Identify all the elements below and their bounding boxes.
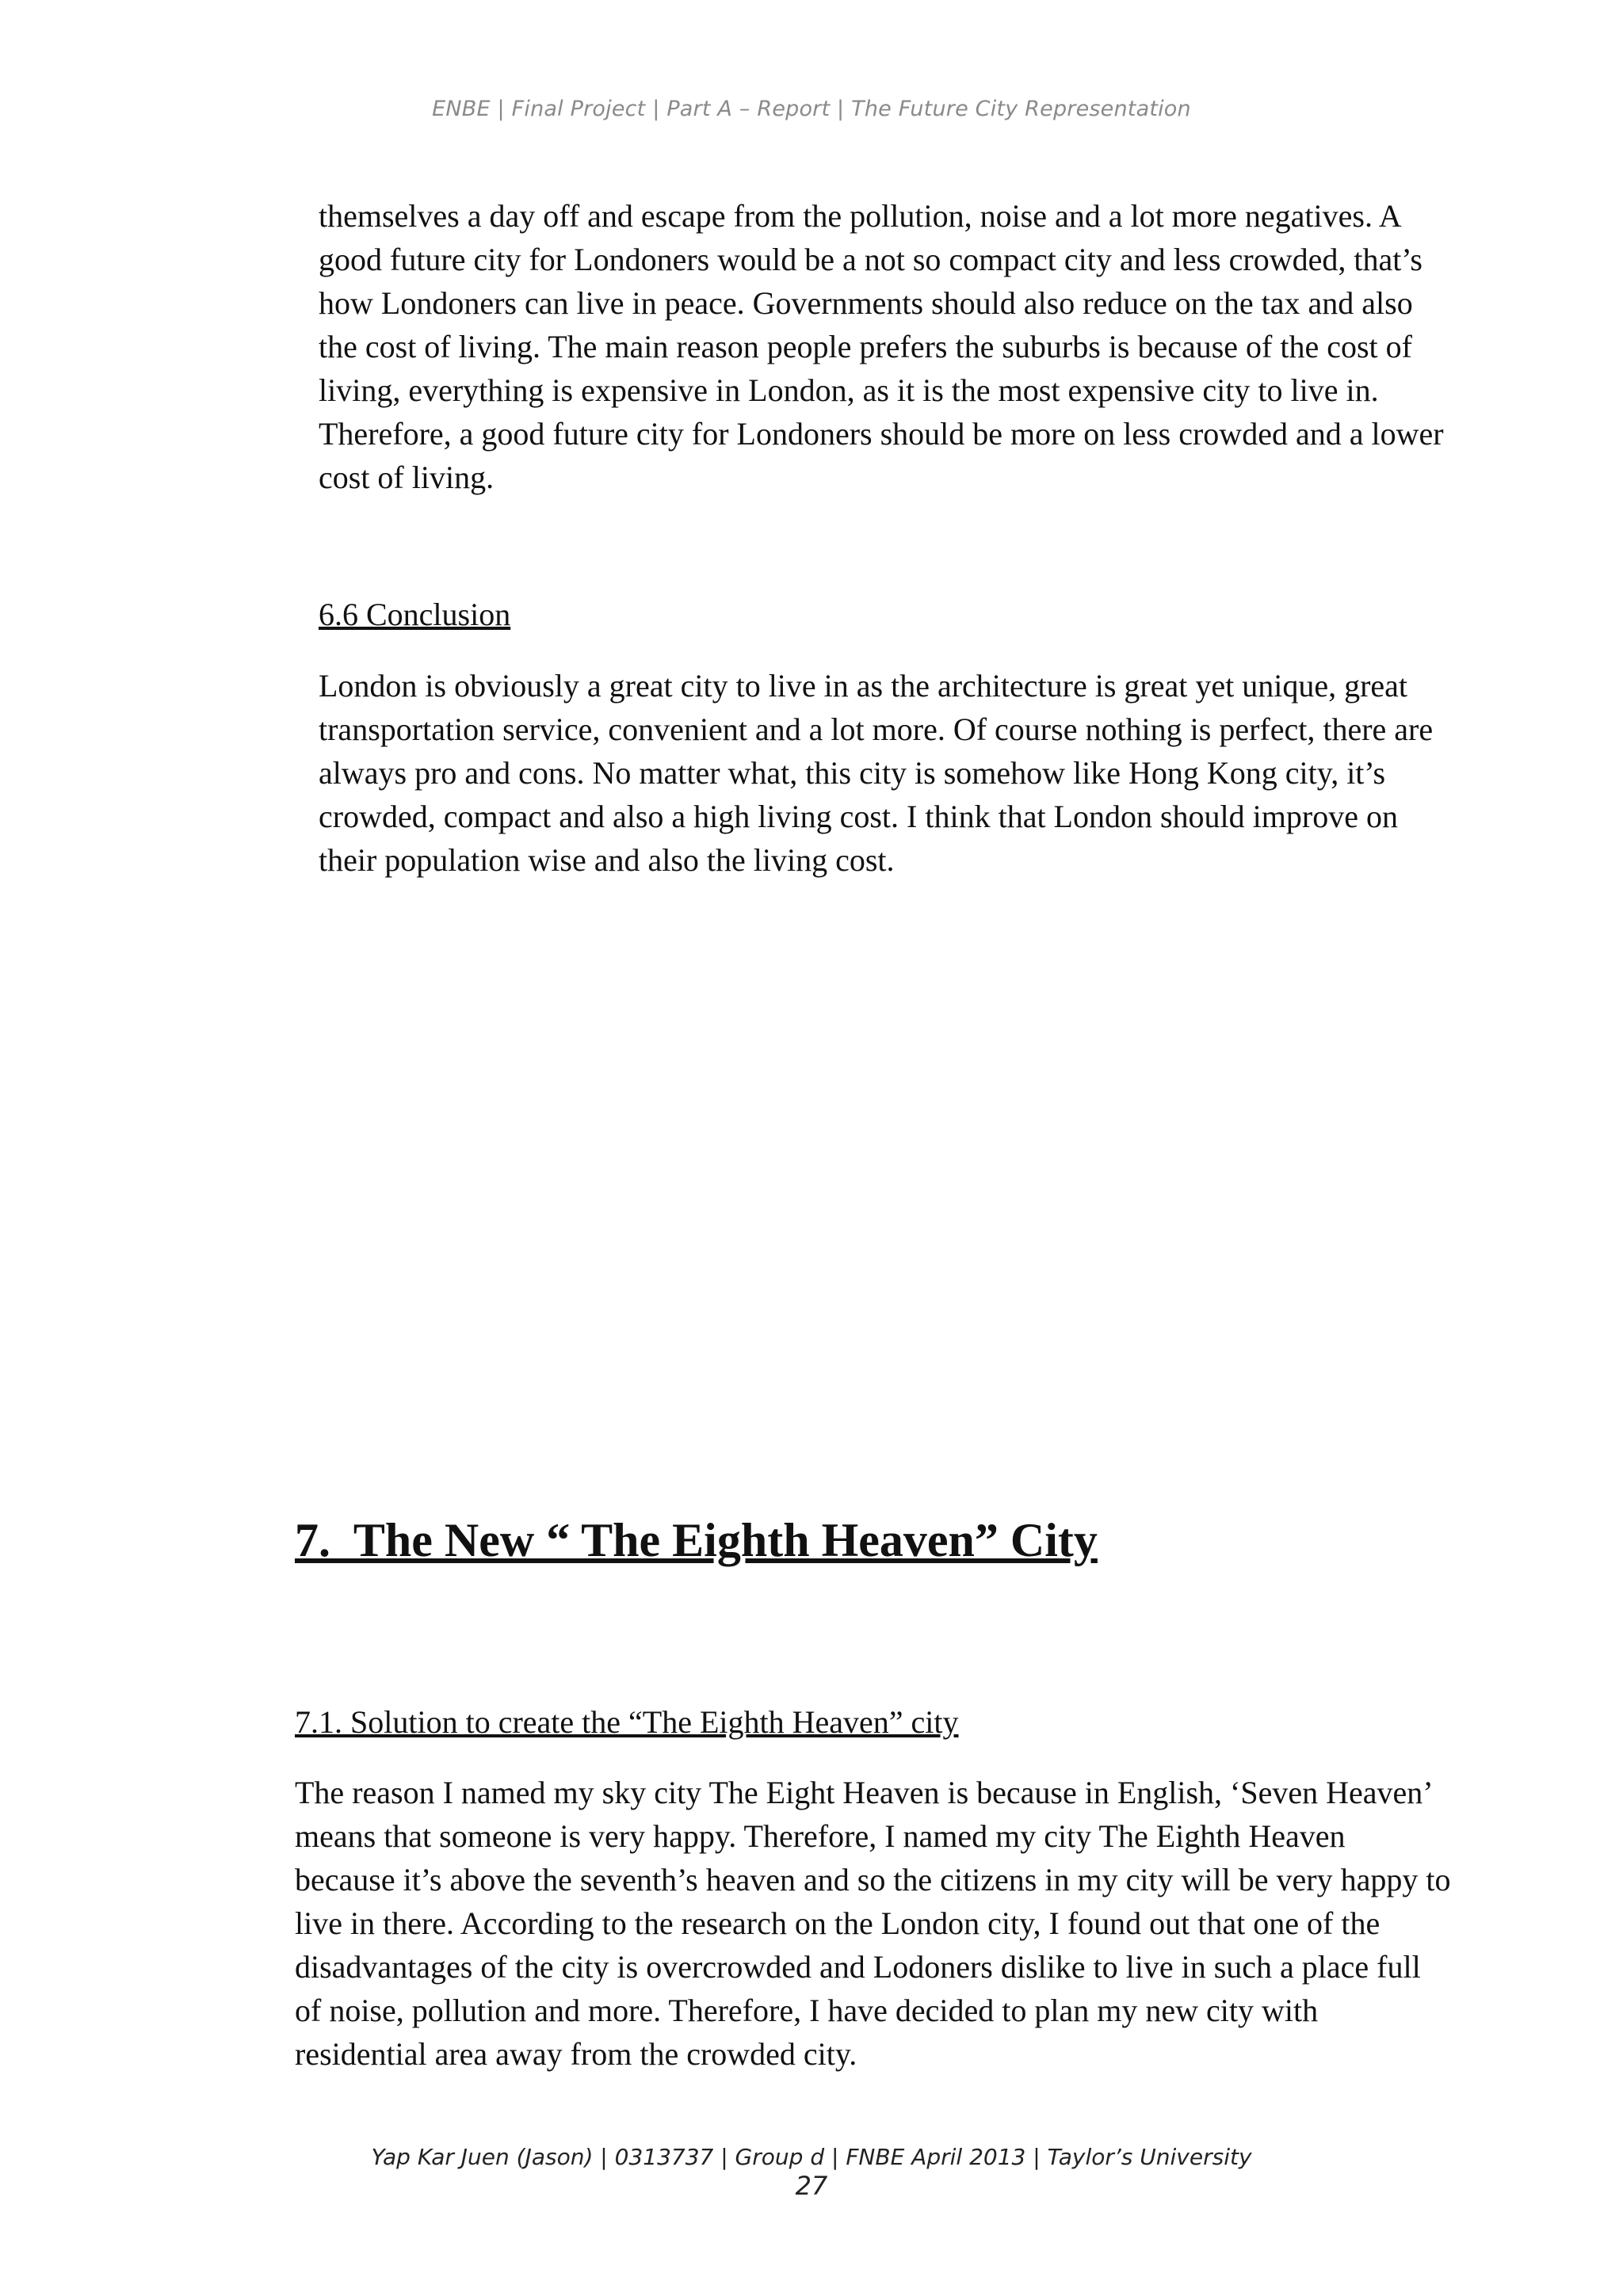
- section-heading-7-1: 7.1. Solution to create the “The Eighth Heaven” city: [295, 1704, 959, 1740]
- paragraph-continuation: themselves a day off and escape from the pollution, noise and a lot more negatives. A good future city for Londoners would be a not so compact city and less crowded, that’s how Londoners can live in peace. Governments should also reduce on the tax and also the cost of living. The main reason people prefers the suburbs is because of the cost of living, everything is expensive in London, as it is the most expensive city to live in. Therefore, a good future city for Londoners should be more on less crowded and a lower cost of living.: [319, 198, 1444, 495]
- page-header: ENBE | Final Project | Part A – Report | The Future City Representation: [432, 97, 1191, 121]
- paragraph-conclusion: London is obviously a great city to live in as the architecture is great yet unique, great transportation service, convenient and a lot more. Of course nothing is perfect, there are always pro and cons. No matter what, this city is somehow like Hong Kong city, it’s crowded, compact and also a high living cost. I think that London should improve on their population wise and also the living cost.: [319, 668, 1434, 878]
- page-number: 27: [795, 2171, 828, 2201]
- paragraph-solution: The reason I named my sky city The Eight Heaven is because in English, ‘Seven Heaven’ means that someone is very happy. Therefore, I named my city The Eighth Heaven because it’s above the seventh’s heaven and so the citizens in my city will be very happy to live in there. According to the research on the London city, I found out that one of the disadvantages of the city is overcrowded and Lodoners dislike to live in such a place full of noise, pollution and more. Therefore, I have decided to plan my new city with residential area away from the crowded city.: [295, 1775, 1451, 2072]
- page-footer: Yap Kar Juen (Jason) | 0313737 | Group d | FNBE April 2013 | Taylor’s University: [371, 2144, 1252, 2170]
- chapter-heading-7: 7. The New “ The Eighth Heaven” City: [295, 1514, 1098, 1566]
- section-heading-6-6: 6.6 Conclusion: [319, 597, 511, 632]
